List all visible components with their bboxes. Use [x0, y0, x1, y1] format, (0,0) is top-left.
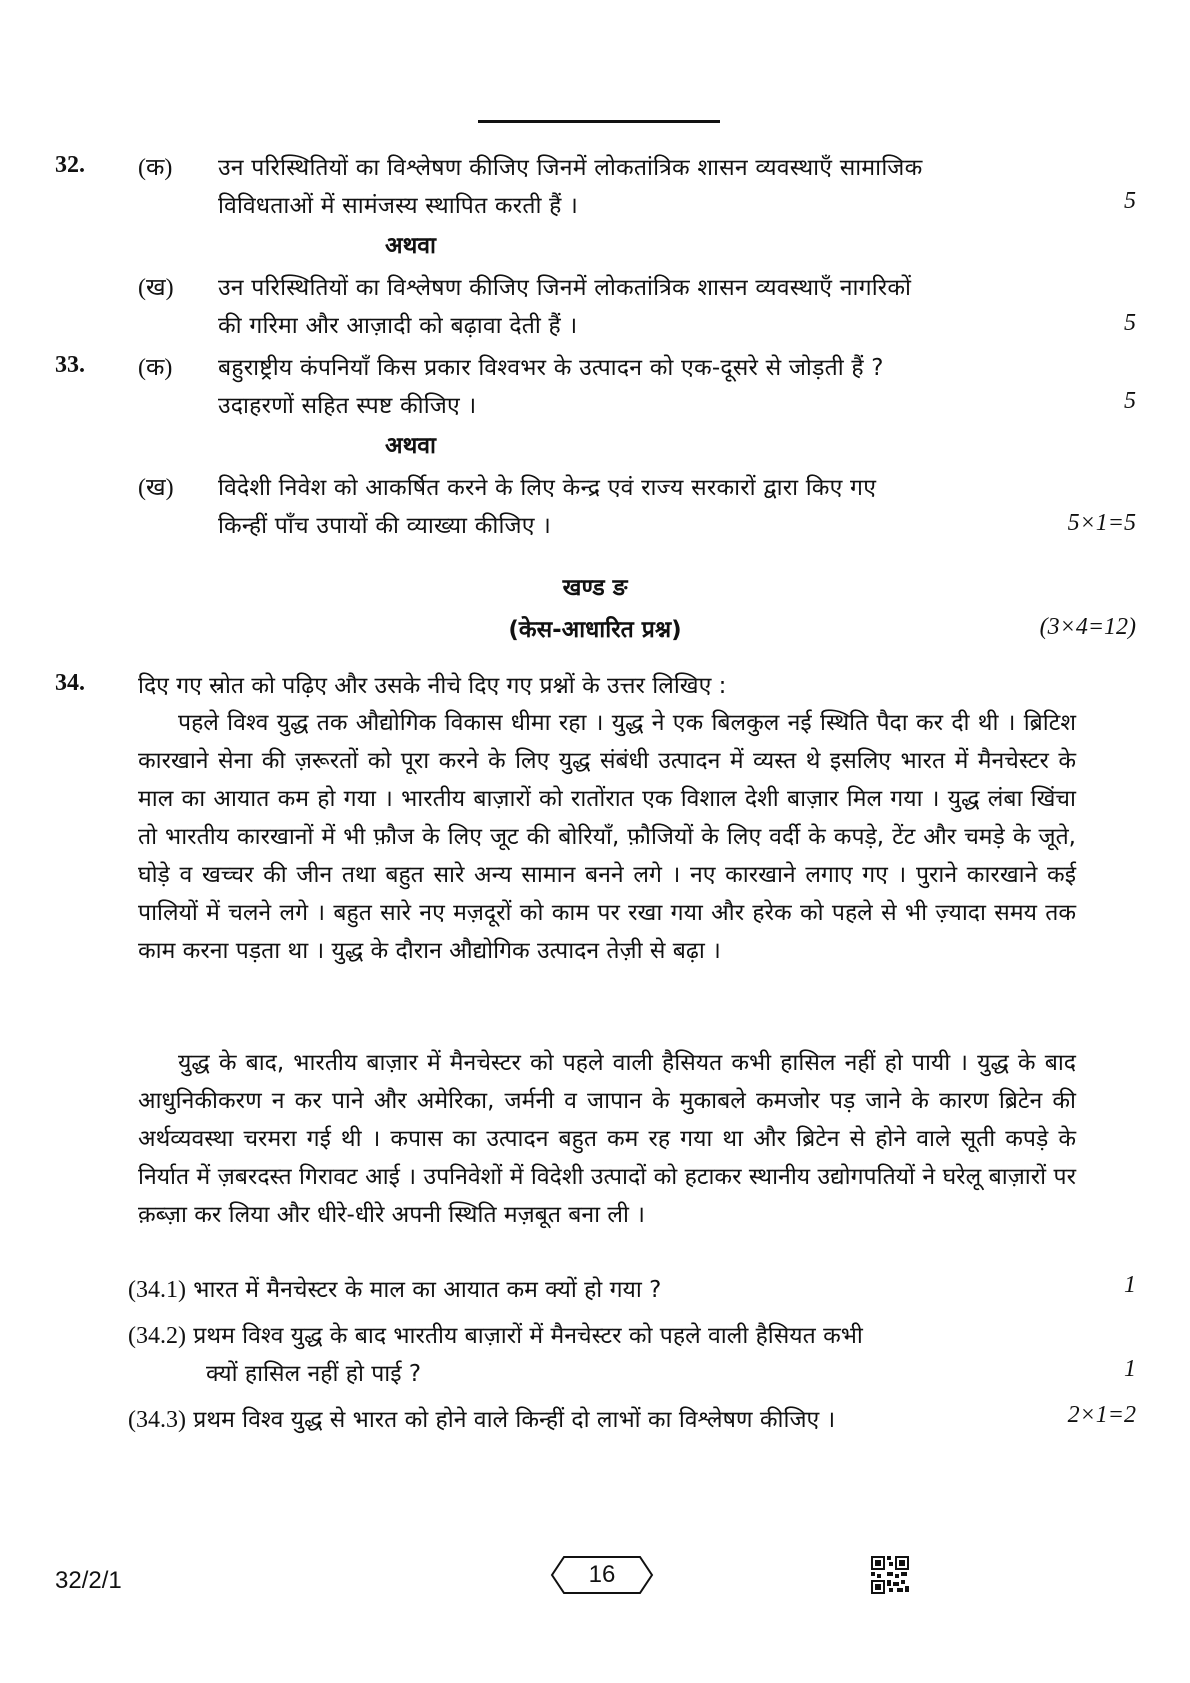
- q32-b-marks: 5: [1124, 310, 1136, 336]
- q33-a-line-2: उदाहरणों सहित स्पष्ट कीजिए ।: [218, 393, 477, 419]
- subquestion-number: (34.1): [128, 1277, 186, 1303]
- q32-a-marks: 5: [1124, 188, 1136, 214]
- q33-b-marks: 5×1=5: [1067, 510, 1136, 536]
- q33-option-b-label: (ख): [138, 475, 174, 501]
- source-paragraph-2: युद्ध के बाद, भारतीय बाज़ार में मैनचेस्टर को पहले वाली हैसियत कभी हासिल नहीं हो पायी । युद्ध के बाद आधुनिकीकरण न कर पाने और अमेरिका, जर्मनी व जापान के मुकाबले कमजोर पड़ जाने के कारण ब्रिटेन की अर्थव्यवस्था चरमरा गई थी । कपास का उत्पादन बहुत कम रह गया था और ब्रिटेन से होने वाले सूती कपड़े के निर्यात में ज़बरदस्त गिरावट आई । उपनिवेशों में विदेशी उत्पादों को हटाकर स्थानीय उद्योगपतियों ने घरेलू बाज़ारों पर क़ब्ज़ा कर लिया और धीरे-धीरे अपनी स्थिति मज़बूत बना ली ।: [138, 1050, 1076, 1228]
- section-subtitle: (केस-आधारित प्रश्न): [508, 617, 682, 643]
- subquestion-34-3: [128, 1402, 835, 1434]
- qr-code-icon: [871, 1556, 909, 1594]
- question-number-33: 33.: [55, 352, 85, 378]
- section-title: खण्ड ङ: [562, 575, 628, 601]
- page-number-badge: [550, 1555, 654, 1595]
- subquestion-text: प्रथम विश्व युद्ध से भारत को होने वाले किन्हीं दो लाभों का विश्लेषण कीजिए ।: [193, 1407, 836, 1433]
- q32-b-line-2: की गरिमा और आज़ादी को बढ़ावा देती हैं ।: [218, 313, 578, 339]
- subquestion-34-3-marks: 2×1=2: [1067, 1402, 1136, 1428]
- subquestion-34-2-marks: 1: [1124, 1356, 1136, 1382]
- paper-code: 32/2/1: [55, 1567, 122, 1594]
- q33-option-a-label: (क): [138, 355, 173, 381]
- subquestion-34-2: [128, 1318, 863, 1350]
- q32-option-a-label: (क): [138, 155, 173, 181]
- subquestion-text: प्रथम विश्व युद्ध के बाद भारतीय बाज़ारों में मैनचेस्टर को पहले वाली हैसियत कभी: [193, 1323, 863, 1349]
- subquestion-34-1: [128, 1272, 661, 1304]
- q33-a-line-1: बहुराष्ट्रीय कंपनियाँ किस प्रकार विश्वभर के उत्पादन को एक-दूसरे से जोड़ती हैं ?: [218, 355, 884, 381]
- subquestion-number: (34.2): [128, 1323, 186, 1349]
- q32-or-label: अथवा: [385, 233, 437, 259]
- subquestion-34-1-marks: 1: [1124, 1272, 1136, 1298]
- q32-option-b-label: (ख): [138, 275, 174, 301]
- q32-b-line-1: उन परिस्थितियों का विश्लेषण कीजिए जिनमें लोकतांत्रिक शासन व्यवस्थाएँ नागरिकों: [218, 275, 912, 301]
- q33-b-line-2: किन्हीं पाँच उपायों की व्याख्या कीजिए ।: [218, 513, 552, 539]
- section-marks: (3×4=12): [1039, 614, 1136, 640]
- source-paragraph-1: पहले विश्व युद्ध तक औद्योगिक विकास धीमा रहा । युद्ध ने एक बिलकुल नई स्थिति पैदा कर दी थी । ब्रिटिश कारखाने सेना की ज़रूरतों को पूरा करने के लिए युद्ध संबंधी उत्पादन में व्यस्त थे इसलिए भारत में मैनचेस्टर के माल का आयात कम हो गया । भारतीय बाज़ारों को रातोंरात एक विशाल देशी बाज़ार मिल गया । युद्ध लंबा खिंचा तो भारतीय कारखानों में भी फ़ौज के लिए जूट की बोरियाँ, फ़ौजियों के लिए वर्दी के कपड़े, टेंट और चमड़े के जूते, घोड़े व खच्चर की जीन तथा बहुत सारे अन्य सामान बनने लगे । नए कारखाने लगाए गए । पुराने कारखाने कई पालियों में चलने लगे । बहुत सारे नए मज़दूरों को काम पर रखा गया और हरेक को पहले से भी ज़्यादा समय तक काम करना पड़ता था । युद्ध के दौरान औद्योगिक उत्पादन तेज़ी से बढ़ा ।: [138, 710, 1076, 964]
- q33-or-label: अथवा: [385, 433, 437, 459]
- q33-b-line-1: विदेशी निवेश को आकर्षित करने के लिए केन्द्र एवं राज्य सरकारों द्वारा किए गए: [218, 475, 877, 501]
- q33-a-marks: 5: [1124, 388, 1136, 414]
- q32-a-line-1: उन परिस्थितियों का विश्लेषण कीजिए जिनमें लोकतांत्रिक शासन व्यवस्थाएँ सामाजिक: [218, 155, 923, 181]
- q34-instruction: दिए गए स्रोत को पढ़िए और उसके नीचे दिए गए प्रश्नों के उत्तर लिखिए :: [138, 673, 727, 699]
- subquestion-number: (34.3): [128, 1407, 186, 1433]
- page-number: 16: [588, 1561, 616, 1588]
- subquestion-text: भारत में मैनचेस्टर के माल का आयात कम क्यों हो गया ?: [193, 1277, 662, 1303]
- q32-a-line-2: विविधताओं में सामंजस्य स्थापित करती हैं ।: [218, 193, 578, 219]
- question-number-32: 32.: [55, 152, 85, 178]
- subquestion-34-2-line-2: क्यों हासिल नहीं हो पाई ?: [206, 1361, 422, 1387]
- question-number-34: 34.: [55, 670, 85, 696]
- top-rule: [478, 120, 720, 123]
